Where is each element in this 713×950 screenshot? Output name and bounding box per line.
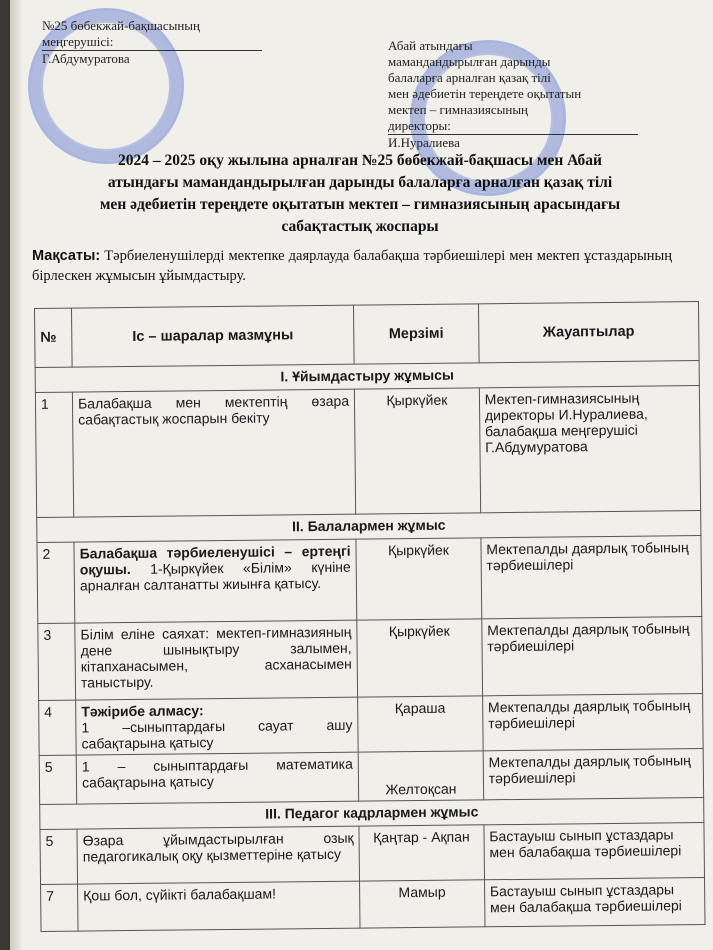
table-row [35,386,700,518]
row-responsible: Мектепалды даярлық тобының тәрбиешілері [483,749,704,800]
section-title-children: ІІ. Балалармен жұмыс [37,511,701,543]
header-num: № [35,308,73,367]
row-activity: Өзара ұйымдастырылған озық педагогикалық оқу қызметтеріне қатысу [77,826,360,884]
row-activity: Білім еліне саяхат: мектеп-гимназияның дене шынықтыру залымен, кітапханасымен, асханасымен таныстыру. [75,620,358,700]
row-time: Қыркүйек [354,388,480,514]
section-title-organization: І. Ұйымдастыру жұмысы [35,361,699,393]
title-line: 2024 – 2025 оқу жылына арналған №25 бөбекжай-бақшасы мен Абай [118,152,602,169]
table-row [40,823,705,885]
table-row [38,617,703,701]
table-header-row [35,302,700,368]
approval-right-signatory: И.Нуралиева [388,135,460,150]
row-num: 1 [35,392,73,517]
row-activity: Қош бол, сүйікті балабақшам! [78,881,360,931]
row-time: Қыркүйек [356,538,482,620]
goal-label: Мақсаты: [32,248,101,264]
document-title [50,150,670,238]
row-time: Желтоқсан [358,751,483,801]
row-num: 7 [41,884,79,931]
approval-left-line1: №25 бөбекжай-бақшасының [42,18,200,33]
header-responsible: Жауаптылар [478,302,699,363]
approval-right-line2: мамандандырылған дарынды [388,54,551,69]
header-activity: Іс – шаралар мазмұны [72,305,355,367]
approval-right-line3: балаларға арналған қазақ тілі [388,70,551,85]
document-page [10,0,713,950]
row-activity-text: 1 –сыныптардағы сауат ашу сабақтарына қатысу [81,716,353,752]
row-activity: 1 – сыныптардағы математика сабақтарына қатысу [76,752,358,804]
row-activity: Балабақша мен мектептің өзара сабақтастық жоспарын бекіту [72,389,355,517]
row-responsible: Бастауыш сынып ұстаздары мен балабақша тәрбиешілері [484,823,705,880]
section-title-teachers: ІІІ. Педагог кадрлармен жұмыс [40,798,704,830]
approval-left [42,18,262,67]
row-time: Қаңтар - Ақпан [359,825,484,881]
table-row [39,749,703,805]
approval-right-line6: директоры: [388,118,638,135]
table-row [37,536,702,624]
approval-right-line4: мен әдебиетін тереңдете оқытатын [388,86,582,101]
row-num: 5 [40,829,78,884]
row-activity-bold: Балабақша тәрбиеленушісі – ертеңгі оқушы. [79,542,351,578]
row-num: 4 [39,700,77,755]
row-responsible: Мектепалды даярлық тобының тәрбиешілері [481,536,702,619]
row-activity-bold: Тәжірибе алмасу: [81,702,204,720]
approval-right-line1: Абай атындағы [388,38,473,53]
approval-right-line5: мектеп – гимназиясының [388,102,529,117]
row-activity [74,539,357,623]
approval-left-line2: меңгерушісі: [42,34,262,51]
row-num: 2 [37,542,75,623]
row-activity-text: 1-Қыркүйек «Білім» күніне арналған салтанатты жиынға қатысу. [79,558,351,594]
approval-right [388,38,638,151]
row-responsible: Мектепалды даярлық тобының тәрбиешілері [482,617,703,696]
row-num: 3 [38,623,76,700]
row-responsible: Мектепалды даярлық тобының тәрбиешілері [482,694,703,751]
row-time: Қараша [358,696,483,752]
goal-text: Тәрбиеленушілерді мектепке даярлауда балабақша тәрбиешілері мен мектеп ұстаздарының бірлескен жұмысын ұйымдастыру. [32,248,673,284]
table-row [41,878,705,932]
row-num: 5 [39,755,77,804]
plan-table [34,301,705,932]
title-line: мен әдебиетін тереңдете оқытатын мектеп – гимназиясының арасындағы [99,196,621,213]
row-time: Қыркүйек [357,619,483,697]
row-activity [76,697,359,755]
row-responsible: Бастауыш сынып ұстаздары мен балабақша тәрбиешілері [484,878,705,927]
approval-left-signatory: Г.Абдумуратова [42,51,130,66]
table-row [39,694,704,756]
row-responsible: Мектеп-гимназиясының директоры И.Нуралиева, балабақша меңгерушісі Г.Абдумуратова [479,386,701,513]
header-time: Мерзімі [354,304,479,364]
row-time: Мамыр [360,880,485,928]
goal-paragraph [32,246,672,286]
title-line: атындағы мамандандырылған дарынды балаларға арналған қазақ тілі [107,174,613,191]
title-line: сабақтастық жоспары [281,218,439,235]
